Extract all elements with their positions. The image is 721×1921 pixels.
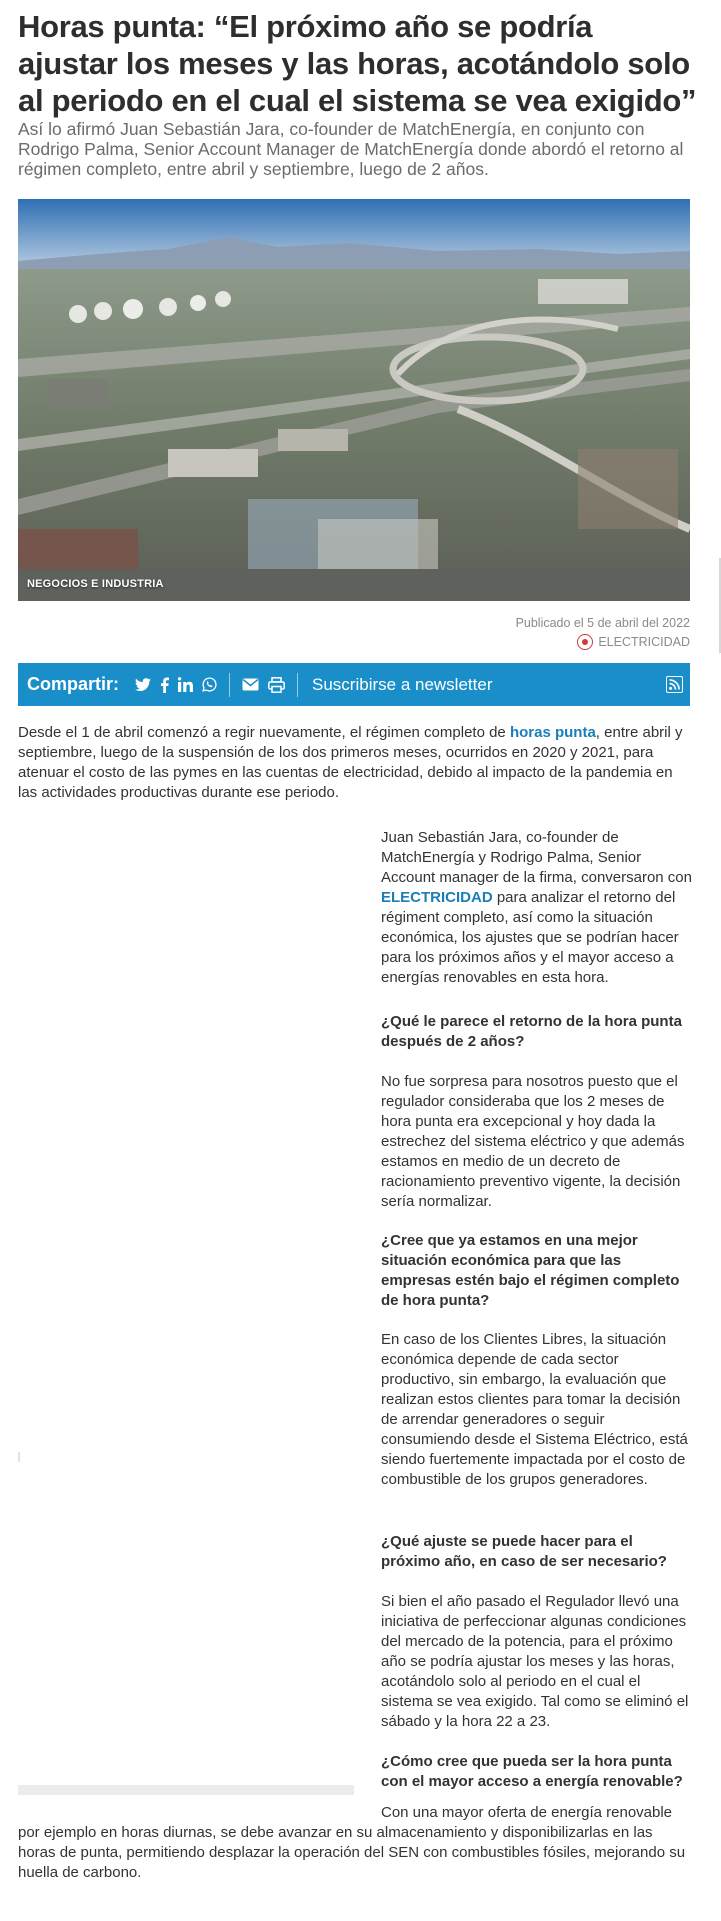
intro-text: Desde el 1 de abril comenzó a regir nuevamente, el régimen completo de	[18, 724, 510, 741]
share-bar	[18, 663, 690, 706]
ad-slot	[18, 815, 354, 1795]
question-2: ¿Cree que ya estamos en una mejor situación económica para que las empresas estén bajo el régimen completo de hora punta?	[381, 1232, 680, 1309]
twitter-icon[interactable]	[135, 678, 151, 692]
answer-3: Si bien el año pasado el Regulador llevó una iniciativa de perfeccionar algunas condiciones del mercado de la potencia, para el próximo año se podría ajustar los meses y las horas, acotándolo solo al periodo en el cual el sistema se vea exigido. Tal como se eliminó el sábado y la hora 22 a 23.	[381, 1593, 689, 1730]
paragraph-text: Juan Sebastián Jara, co-founder de MatchEnergía y Rodrigo Palma, Senior Account manager de la firma, conversaron con	[381, 829, 692, 886]
linkedin-icon[interactable]	[178, 677, 193, 692]
intro-text-continued: , entre abril y septiembre, luego de la suspensión de los dos primeros meses, ocurridos en 2020 y 2021, para atenuar el costo de las pymes en las cuentas de electricidad, debido al impacto de la pandemia en las actividades productivas durante ese periodo.	[18, 724, 683, 801]
share-label: Compartir:	[27, 674, 120, 694]
newsletter-link[interactable]: Suscribirse a newsletter	[312, 674, 493, 694]
article-paragraph-1	[381, 828, 692, 988]
answer-4: Con una mayor oferta de energía renovable por ejemplo en horas diurnas, se debe avanzar en su almacenamiento y disponibilizarlas en las horas de punta, permitiendo desplazar la operación del SEN con combustibles fósiles, mejorando su huella de carbono.	[18, 1804, 686, 1881]
divider	[297, 673, 298, 697]
share-actions	[242, 677, 285, 693]
rss-icon[interactable]	[666, 676, 683, 693]
category-label[interactable]: ELECTRICIDAD	[598, 635, 690, 649]
category-tag[interactable]	[577, 634, 690, 650]
question-1: ¿Qué le parece el retorno de la hora punta después de 2 años?	[381, 1013, 682, 1050]
electricidad-link[interactable]: ELECTRICIDAD	[381, 889, 493, 906]
publish-date: Publicado el 5 de abril del 2022	[515, 616, 690, 630]
ad-slot-footer	[18, 1785, 354, 1795]
question-4: ¿Cómo cree que pueda ser la hora punta con el mayor acceso a energía renovable?	[381, 1753, 683, 1790]
article-subtitle: Así lo afirmó Juan Sebastián Jara, co-founder de MatchEnergía, en conjunto con Rodrigo Palma, Senior Account Manager de MatchEnergía donde abordó el retorno al régimen completo, entre abril y septiembre, luego de 2 años.	[18, 119, 684, 179]
answer-1: No fue sorpresa para nosotros puesto que el regulador consideraba que los 2 meses de hora punta era excepcional y hoy dada la estrechez del sistema eléctrico y que además estamos en medio de un decreto de racionamiento preventivo vigente, la decisión sería normalizar.	[381, 1073, 685, 1210]
article-title: Horas punta: “El próximo año se podría ajustar los meses y las horas, acotándolo solo al periodo en el cual el sistema se vea exigido”	[18, 9, 697, 118]
print-icon[interactable]	[268, 677, 285, 693]
whatsapp-icon[interactable]	[202, 677, 217, 692]
aerial-city-photo	[18, 199, 690, 601]
divider	[229, 673, 230, 697]
intro-paragraph	[18, 723, 690, 803]
answer-2: En caso de los Clientes Libres, la situación económica depende de cada sector productivo, sin embargo, la evaluación que realizan estos clientes para tomar la decisión de arrendar generadores o seguir consumiendo desde el Sistema Eléctrico, está siendo fuertemente impactada por el costo de combustible de los grupos generadores.	[381, 1331, 688, 1488]
paragraph-text-continued: para analizar el retorno del régiment completo, así como la situación económica, los ajustes que se podrían hacer para los próximos años y el mayor acceso a energías renovables en esta hora.	[381, 889, 679, 986]
ad-marker	[18, 1452, 20, 1462]
mail-icon[interactable]	[242, 678, 259, 691]
image-category-label[interactable]: NEGOCIOS E INDUSTRIA	[27, 578, 164, 590]
hero-image[interactable]	[18, 199, 690, 601]
horas-punta-link[interactable]: horas punta	[509, 724, 596, 741]
facebook-icon[interactable]	[160, 677, 169, 693]
share-icons	[135, 677, 217, 693]
category-icon	[577, 634, 593, 650]
question-3: ¿Qué ajuste se puede hacer para el próximo año, en caso de ser necesario?	[381, 1533, 667, 1570]
